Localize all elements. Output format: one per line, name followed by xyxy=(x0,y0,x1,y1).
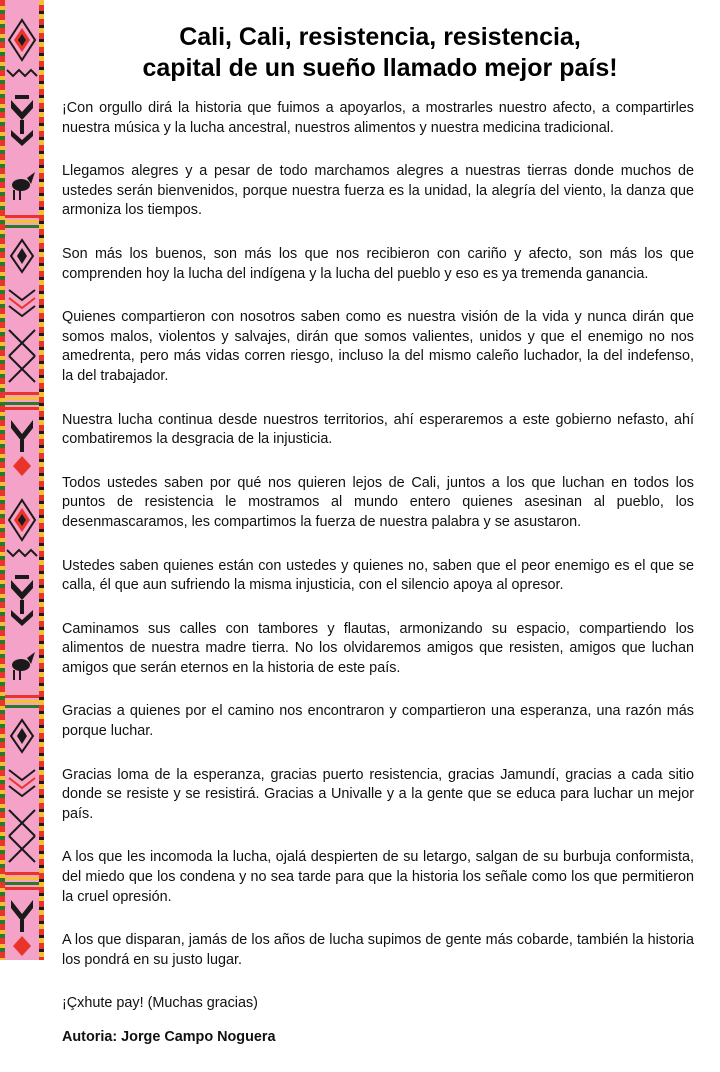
title-line-2: capital de un sueño llamado mejor país! xyxy=(142,54,618,82)
decorative-woven-border xyxy=(0,0,44,960)
paragraph-12: A los que disparan, jamás de los años de lucha supimos de gente más cobarde, también la historia los pondrá en su justo lugar. xyxy=(62,932,694,968)
paragraph-4: Quienes compartieron con nosotros saben como es nuestra visión de la vida y nunca dirán que somos malos, violentos y salvajes, dirán que somos valientes, unidos y que el enemigo no nos amedrenta, pero más vidas corren riesgo, incluso la del mismo caleño luchador, la del indefenso, la del trabajador. xyxy=(62,309,694,384)
paragraph-11: A los que les incomoda la lucha, ojalá despierten de su letargo, salgan de su burbuja conformista, del miedo que los condena y no sea tarde para que la historia los señale como los que permitieron la cruel opresión. xyxy=(62,849,694,905)
woven-pattern-icon xyxy=(5,0,39,960)
author-signature: Autoria: Jorge Campo Noguera xyxy=(62,1029,276,1045)
paragraph-13: ¡Çxhute pay! (Muchas gracias) xyxy=(62,995,258,1012)
paragraph-10: Gracias loma de la esperanza, gracias puerto resistencia, gracias Jamundí, gracias a cada sitio donde se resiste y se resistirá. Gracias a Univalle y a la gente que se educa para luchar un mejor país. xyxy=(62,766,694,822)
paragraph-1: ¡Con orgullo dirá la historia que fuimos a apoyarlos, a mostrarles nuestro afecto, a compartirles nuestra música y la lucha ancestral, nuestros alimentos y nuestra medicina tradicional. xyxy=(62,100,694,136)
paragraph-2: Llegamos alegres y a pesar de todo marchamos alegres a nuestras tierras donde muchos de ustedes serán bienvenidos, porque nuestra fuerza es la unidad, la alegría del viento, la danza que armoniza los tiempos. xyxy=(62,163,694,219)
paragraph-3: Son más los buenos, son más los que nos recibieron con cariño y afecto, son más los que comprenden hoy la lucha del indígena y la lucha del pueblo y eso es ya tremenda ganancia. xyxy=(62,245,694,282)
paragraph-7: Ustedes saben quienes están con ustedes y quienes no, saben que el peor enemigo es el que se calla, él que aun sufriendo la misma injusticia, con el silencio apoya al opresor. xyxy=(62,557,694,594)
paragraph-6: Todos ustedes saben por qué nos quieren lejos de Cali, juntos a los que luchan en todos los puntos de resistencia le mostramos al mundo entero quienes asesinan al pueblo, los desenmascaramos, les compartimos la fuerza de nuestra palabra y se asustaron. xyxy=(62,474,694,530)
letter-body xyxy=(62,99,694,1072)
paragraph-5: Nuestra lucha continua desde nuestros territorios, ahí esperaremos a este gobierno nefasto, ahí combatiremos la desgracia de la injusticia. xyxy=(62,411,694,448)
page-title xyxy=(60,22,700,84)
paragraph-8: Caminamos sus calles con tambores y flautas, armonizando su espacio, compartiendo los alimentos de nuestra madre tierra. No los olvidaremos amigos que resisten, amigos que luchan amigos que serán eternos en la historia de este país. xyxy=(62,620,694,676)
title-line-1: Cali, Cali, resistencia, resistencia, xyxy=(179,23,581,51)
paragraph-9: Gracias a quienes por el camino nos encontraron y compartieron una esperanza, una razón más porque luchar. xyxy=(62,703,694,740)
